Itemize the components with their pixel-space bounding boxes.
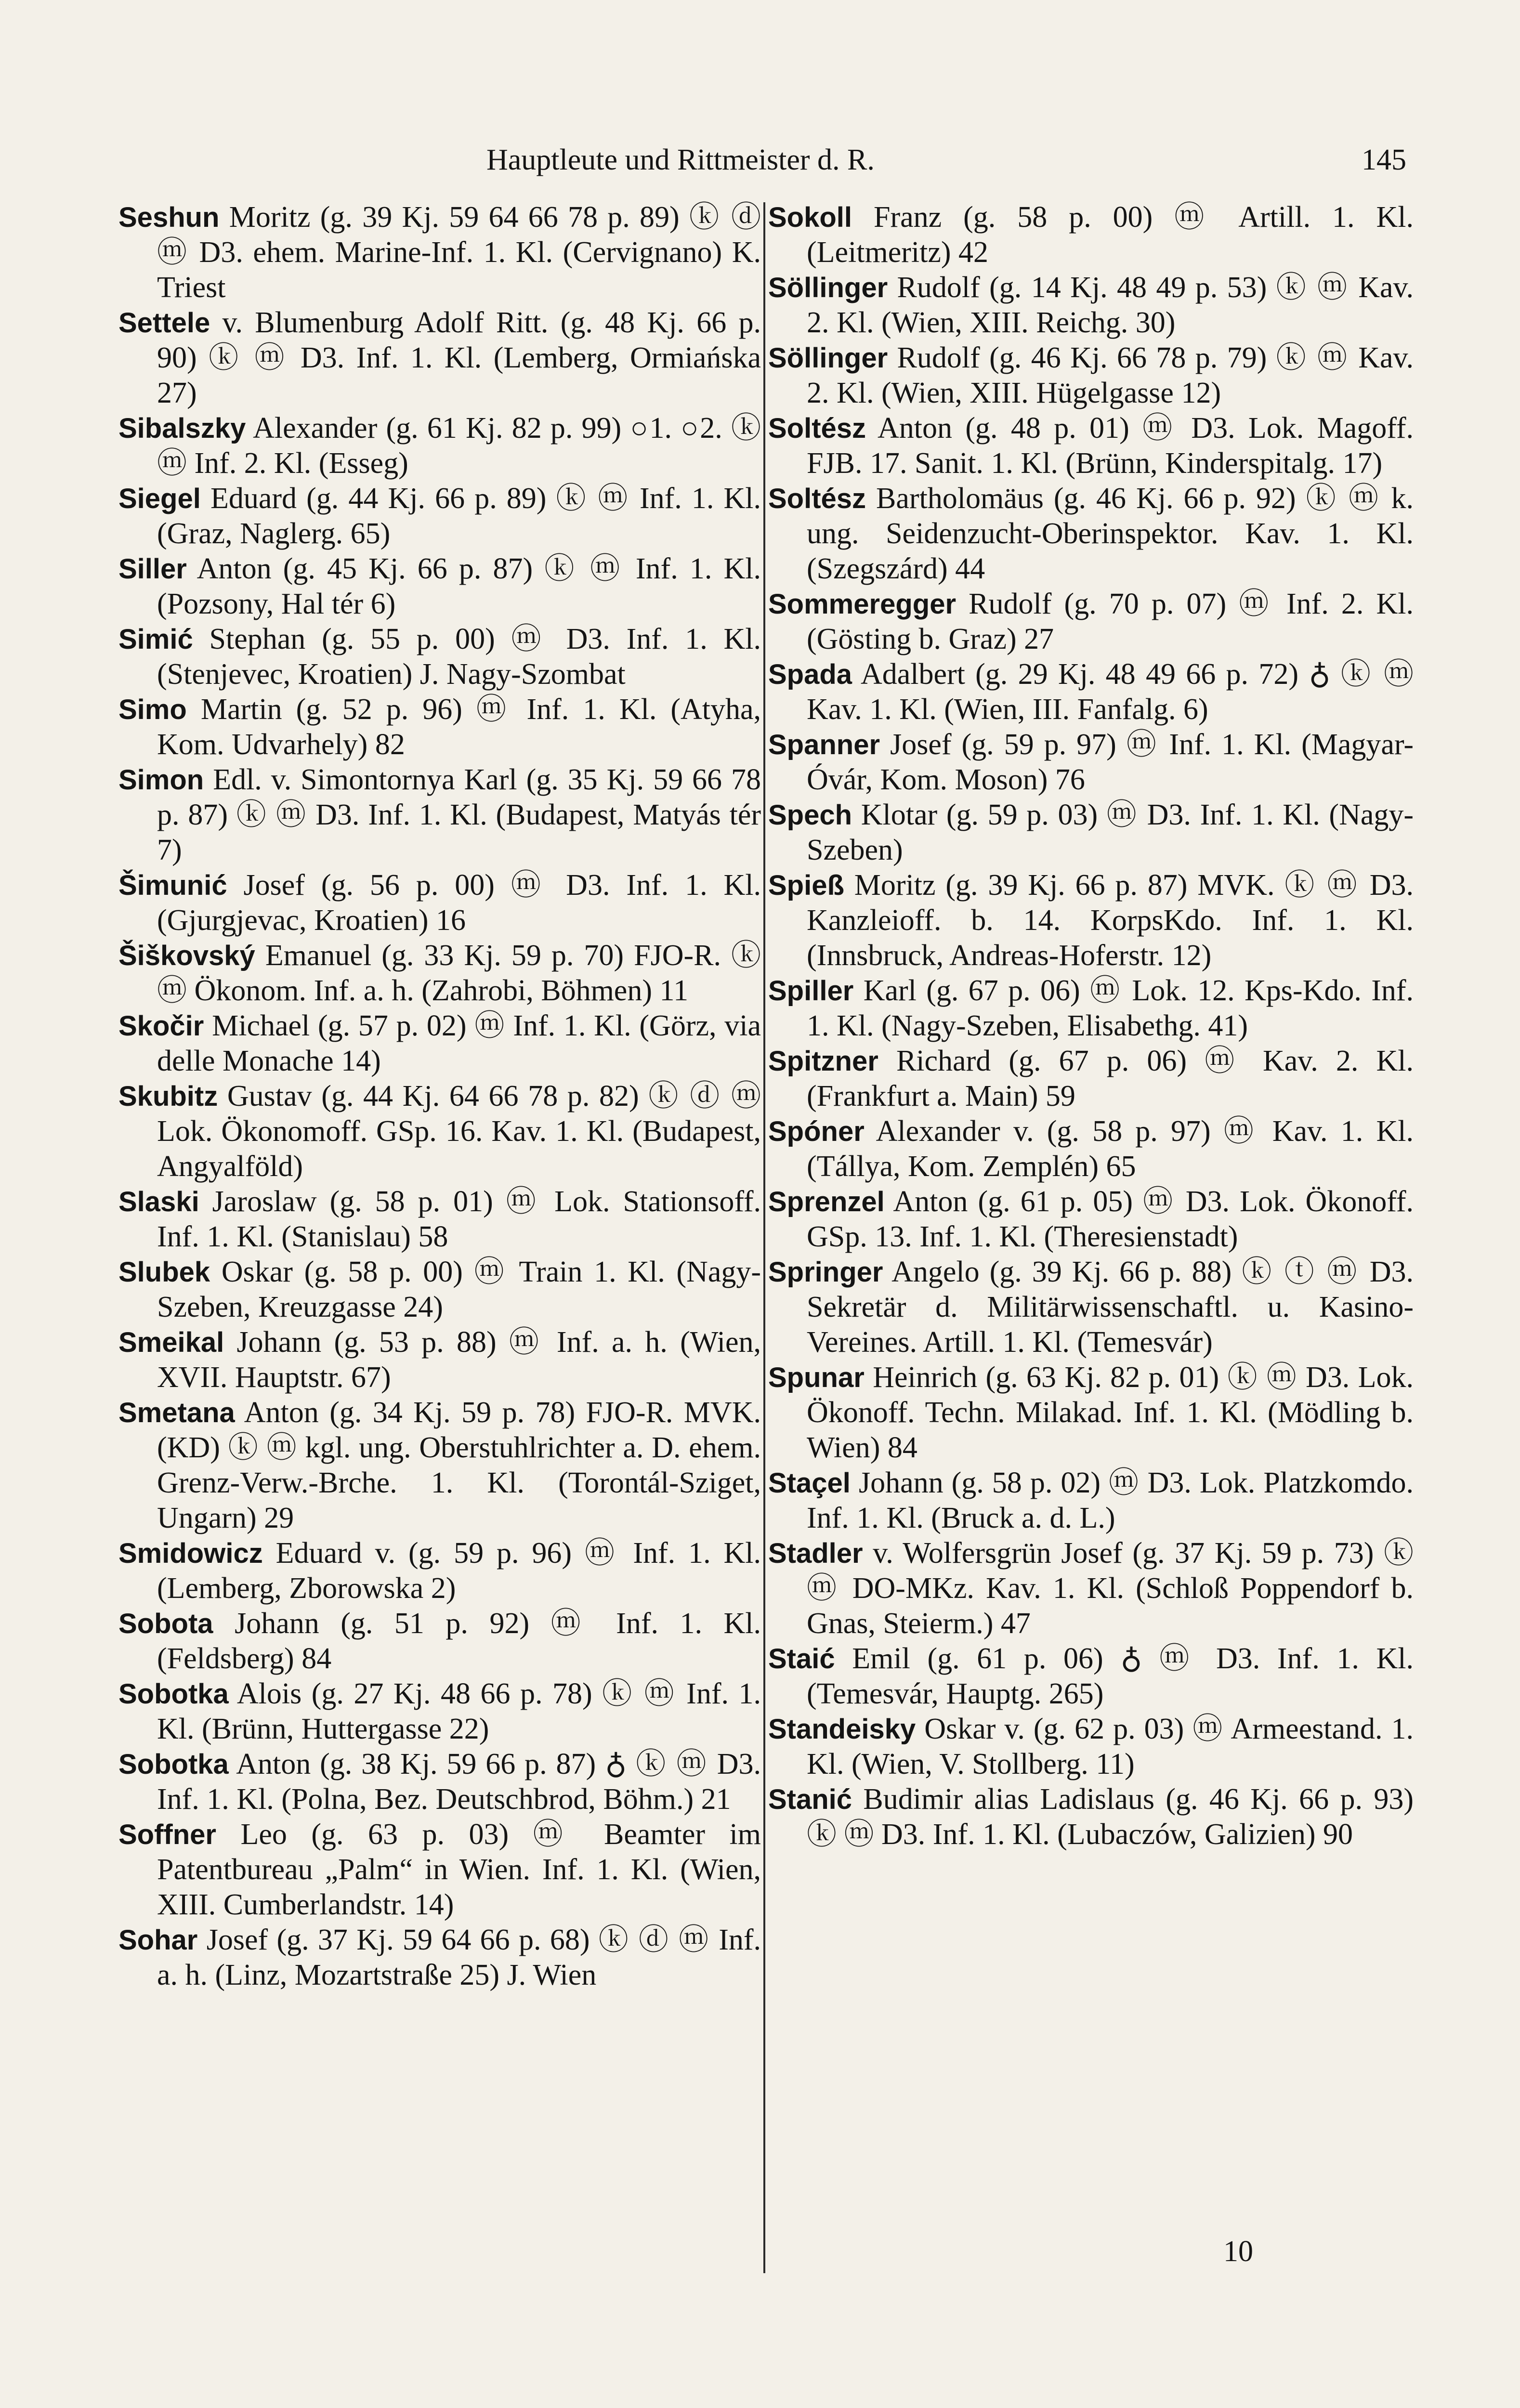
- entry-surname: Sibalszky: [118, 413, 246, 444]
- directory-entry: [768, 1114, 1414, 1184]
- directory-entry: [118, 1606, 761, 1676]
- entry-details: Klotar (g. 59 p. 03) ⓜ D3. Inf. 1. Kl. (Nagy-Szeben): [807, 798, 1414, 866]
- directory-entry: [118, 938, 761, 1008]
- entry-surname: Spieß: [768, 870, 844, 901]
- entry-details: Moritz (g. 39 Kj. 59 64 66 78 p. 89) ⓚ ⓓ ⓜ D3. ehem. Marine-Inf. 1. Kl. (Cervignano) K. Triest: [157, 201, 761, 304]
- directory-entry: [768, 1360, 1414, 1466]
- entry-surname: Staçel: [768, 1467, 851, 1499]
- entry-details: Rudolf (g. 46 Kj. 66 78 p. 79) ⓚ ⓜ Kav. 2. Kl. (Wien, XIII. Hügelgasse 12): [807, 341, 1414, 409]
- entry-surname: Sobotka: [118, 1749, 229, 1780]
- entry-details: v. Blumenburg Adolf Ritt. (g. 48 Kj. 66 p. 90) ⓚ ⓜ D3. Inf. 1. Kl. (Lemberg, Ormiańska 27): [157, 306, 761, 409]
- entry-details: Anton (g. 48 p. 01) ⓜ D3. Lok. Magoff. FJB. 17. Sanit. 1. Kl. (Brünn, Kinderspitalg. 17): [807, 412, 1414, 480]
- entry-surname: Slubek: [118, 1256, 210, 1288]
- entry-surname: Söllinger: [768, 272, 888, 303]
- running-title: Hauptleute und Rittmeister d. R.: [486, 144, 875, 176]
- entry-details: Oskar (g. 58 p. 00) ⓜ Train 1. Kl. (Nagy-Szeben, Kreuzgasse 24): [157, 1256, 761, 1323]
- entry-details: Oskar v. (g. 62 p. 03) ⓜ Armeestand. 1. Kl. (Wien, V. Stollberg. 11): [807, 1713, 1414, 1780]
- directory-entry: [118, 1676, 761, 1747]
- directory-entry: [768, 1536, 1414, 1641]
- directory-entry: [118, 411, 761, 481]
- entry-details: Josef (g. 56 p. 00) ⓜ D3. Inf. 1. Kl. (Gjurgjevac, Kroatien) 16: [157, 869, 761, 937]
- entry-surname: Sohar: [118, 1924, 198, 1956]
- entry-details: Emanuel (g. 33 Kj. 59 p. 70) FJO-R. ⓚ ⓜ Ökonom. Inf. a. h. (Zahrobi, Böhmen) 11: [157, 939, 761, 1007]
- entry-surname: Stanić: [768, 1784, 852, 1815]
- entry-surname: Smidowicz: [118, 1538, 263, 1569]
- entry-surname: Stadler: [768, 1538, 863, 1569]
- directory-entry: [768, 727, 1414, 798]
- entry-details: Eduard (g. 44 Kj. 66 p. 89) ⓚ ⓜ Inf. 1. Kl. (Graz, Naglerg. 65): [157, 482, 761, 550]
- entry-surname: Spóner: [768, 1116, 865, 1147]
- directory-entry: [768, 1466, 1414, 1536]
- entry-details: Heinrich (g. 63 Kj. 82 p. 01) ⓚ ⓜ D3. Lok. Ökonoff. Techn. Milakad. Inf. 1. Kl. (Mödling b. Wien) 84: [807, 1361, 1414, 1464]
- entry-details: Alois (g. 27 Kj. 48 66 p. 78) ⓚ ⓜ Inf. 1. Kl. (Brünn, Huttergasse 22): [157, 1677, 761, 1745]
- directory-entry: [768, 1641, 1414, 1712]
- entry-details: Alexander (g. 61 Kj. 82 p. 99) ○1. ○2. ⓚ ⓜ Inf. 2. Kl. (Esseg): [157, 412, 761, 480]
- directory-entry: [118, 1817, 761, 1923]
- entry-details: Johann (g. 51 p. 92) ⓜ Inf. 1. Kl. (Feldsberg) 84: [157, 1607, 761, 1675]
- entry-details: Adalbert (g. 29 Kj. 48 49 66 p. 72) ♁ ⓚ ⓜ Kav. 1. Kl. (Wien, III. Fanfalg. 6): [807, 658, 1414, 726]
- entry-details: Bartholomäus (g. 46 Kj. 66 p. 92) ⓚ ⓜ k. ung. Seidenzucht-Oberinspektor. Kav. 1. Kl. (Szegszárd) 44: [807, 482, 1414, 585]
- entry-surname: Šiškovský: [118, 940, 255, 971]
- entry-surname: Skočir: [118, 1010, 204, 1042]
- entry-surname: Seshun: [118, 202, 220, 233]
- directory-entry: [768, 200, 1414, 270]
- directory-entry: [768, 868, 1414, 973]
- directory-entry: [768, 340, 1414, 411]
- entry-details: Richard (g. 67 p. 06) ⓜ Kav. 2. Kl. (Frankfurt a. Main) 59: [807, 1045, 1414, 1112]
- directory-entry: [768, 411, 1414, 481]
- page-header: [486, 136, 1406, 184]
- entry-surname: Spanner: [768, 729, 880, 760]
- directory-entry: [768, 973, 1414, 1044]
- entry-details: Eduard v. (g. 59 p. 96) ⓜ Inf. 1. Kl. (Lemberg, Zborowska 2): [157, 1537, 761, 1605]
- directory-entry: [118, 1395, 761, 1536]
- entry-details: Angelo (g. 39 Kj. 66 p. 88) ⓚ ⓣ ⓜ D3. Sekretär d. Militärwissenschaftl. u. Kasino-Vereines. Artill. 1. Kl. (Temesvár): [807, 1256, 1414, 1359]
- entry-details: Josef (g. 37 Kj. 59 64 66 p. 68) ⓚ ⓓ ⓜ Inf. a. h. (Linz, Mozartstraße 25) J. Wien: [157, 1924, 761, 1991]
- entry-details: Gustav (g. 44 Kj. 64 66 78 p. 82) ⓚ ⓓ ⓜ Lok. Ökonomoff. GSp. 16. Kav. 1. Kl. (Budapest, Angyalföld): [157, 1080, 761, 1183]
- entry-surname: Simo: [118, 694, 187, 725]
- directory-entry: [768, 657, 1414, 727]
- directory-entry: [118, 1184, 761, 1255]
- entry-details: Alexander v. (g. 58 p. 97) ⓜ Kav. 1. Kl. (Tállya, Kom. Zemplén) 65: [807, 1115, 1414, 1183]
- entry-details: Anton (g. 38 Kj. 59 66 p. 87) ♁ ⓚ ⓜ D3. Inf. 1. Kl. (Polna, Bez. Deutschbrod, Böhm.) 21: [157, 1748, 761, 1816]
- directory-entry: [768, 587, 1414, 657]
- entry-details: v. Wolfersgrün Josef (g. 37 Kj. 59 p. 73) ⓚ ⓜ DO-MKz. Kav. 1. Kl. (Schloß Poppendorf b. Gnas, Steierm.) 47: [807, 1537, 1414, 1640]
- entry-surname: Soffner: [118, 1819, 216, 1850]
- directory-entry: [118, 622, 761, 692]
- entry-details: Rudolf (g. 70 p. 07) ⓜ Inf. 2. Kl. (Gösting b. Graz) 27: [807, 588, 1414, 655]
- entry-surname: Smetana: [118, 1397, 235, 1428]
- directory-entry: [768, 481, 1414, 587]
- directory-entry: [768, 1044, 1414, 1114]
- directory-entry: [768, 1184, 1414, 1255]
- entry-surname: Spada: [768, 659, 852, 690]
- right-column: [768, 200, 1414, 2271]
- entry-details: Budimir alias Ladislaus (g. 46 Kj. 66 p. 93) ⓚ ⓜ D3. Inf. 1. Kl. (Lubaczów, Galizien) 90: [807, 1783, 1414, 1851]
- entry-details: Leo (g. 63 p. 03) ⓜ Beamter im Patentbureau „Palm“ in Wien. Inf. 1. Kl. (Wien, XIII. Cumberlandstr. 14): [157, 1818, 761, 1921]
- entry-details: Johann (g. 58 p. 02) ⓜ D3. Lok. Platzkomdo. Inf. 1. Kl. (Bruck a. d. L.): [807, 1466, 1414, 1534]
- entry-surname: Sommeregger: [768, 589, 957, 620]
- entry-surname: Söllinger: [768, 342, 888, 374]
- entry-surname: Spech: [768, 799, 852, 831]
- entry-surname: Smeikal: [118, 1327, 224, 1358]
- directory-entry: [118, 1747, 761, 1817]
- entry-surname: Spitzner: [768, 1046, 878, 1077]
- directory-entry: [768, 1782, 1414, 1852]
- entry-details: Josef (g. 59 p. 97) ⓜ Inf. 1. Kl. (Magyar-Óvár, Kom. Moson) 76: [807, 728, 1414, 796]
- entry-details: Michael (g. 57 p. 02) ⓜ Inf. 1. Kl. (Görz, via delle Monache 14): [157, 1009, 761, 1077]
- entry-surname: Slaski: [118, 1186, 199, 1217]
- left-column: [118, 200, 761, 2271]
- entry-details: Anton (g. 45 Kj. 66 p. 87) ⓚ ⓜ Inf. 1. Kl. (Pozsony, Hal tér 6): [157, 552, 761, 620]
- directory-entry: [118, 1255, 761, 1325]
- directory-entry: [118, 481, 761, 551]
- column-divider: [763, 202, 765, 2273]
- entry-surname: Springer: [768, 1256, 883, 1288]
- directory-entry: [118, 200, 761, 305]
- directory-entry: [118, 1923, 761, 1993]
- entry-details: Franz (g. 58 p. 00) ⓜ Artill. 1. Kl. (Leitmeritz) 42: [807, 201, 1414, 269]
- entry-details: Emil (g. 61 p. 06) ♁ ⓜ D3. Inf. 1. Kl. (Temesvár, Hauptg. 265): [807, 1642, 1414, 1710]
- entry-surname: Spunar: [768, 1362, 865, 1393]
- directory-entry: [768, 1712, 1414, 1782]
- entry-surname: Siegel: [118, 483, 201, 514]
- entry-details: Moritz (g. 39 Kj. 66 p. 87) MVK. ⓚ ⓜ D3. Kanzleioff. b. 14. KorpsKdo. Inf. 1. Kl. (Innsbruck, Andreas-Hoferstr. 12): [807, 869, 1414, 972]
- entry-surname: Sobotka: [118, 1678, 229, 1710]
- entry-surname: Sprenzel: [768, 1186, 885, 1217]
- entry-surname: Siller: [118, 553, 187, 585]
- entry-details: Johann (g. 53 p. 88) ⓜ Inf. a. h. (Wien, XVII. Hauptstr. 67): [157, 1326, 761, 1394]
- directory-entry: [118, 551, 761, 622]
- entry-details: Karl (g. 67 p. 06) ⓜ Lok. 12. Kps-Kdo. Inf. 1. Kl. (Nagy-Szeben, Elisabethg. 41): [807, 974, 1414, 1042]
- entry-surname: Skubitz: [118, 1081, 218, 1112]
- entry-details: Jaroslaw (g. 58 p. 01) ⓜ Lok. Stationsoff. Inf. 1. Kl. (Stanislau) 58: [157, 1185, 761, 1253]
- page-number: 145: [1362, 144, 1406, 176]
- entry-surname: Settele: [118, 307, 210, 339]
- entry-surname: Staić: [768, 1643, 835, 1675]
- entry-surname: Soltész: [768, 483, 866, 514]
- directory-entry: [768, 270, 1414, 340]
- directory-entry: [118, 305, 761, 411]
- entry-surname: Simon: [118, 764, 204, 796]
- directory-entry: [118, 1079, 761, 1184]
- directory-entry: [118, 868, 761, 938]
- entry-surname: Šimunić: [118, 870, 227, 901]
- directory-entry: [118, 762, 761, 868]
- directory-entry: [118, 1325, 761, 1395]
- directory-entry: [768, 798, 1414, 868]
- directory-entry: [118, 1536, 761, 1606]
- entry-surname: Spiller: [768, 975, 854, 1007]
- signature-mark: 10: [1223, 2235, 1253, 2268]
- entry-surname: Simić: [118, 624, 193, 655]
- entry-surname: Sobota: [118, 1608, 213, 1639]
- entry-details: Anton (g. 34 Kj. 59 p. 78) FJO-R. MVK. (KD) ⓚ ⓜ kgl. ung. Oberstuhlrichter a. D. ehem. Grenz-Verw.-Brche. 1. Kl. (Torontál-Sziget, Ungarn) 29: [157, 1396, 761, 1534]
- entry-details: Stephan (g. 55 p. 00) ⓜ D3. Inf. 1. Kl. (Stenjevec, Kroatien) J. Nagy-Szombat: [157, 623, 761, 691]
- entry-surname: Soltész: [768, 413, 866, 444]
- directory-entry: [118, 1008, 761, 1079]
- entry-surname: Sokoll: [768, 202, 852, 233]
- entry-surname: Standeisky: [768, 1714, 916, 1745]
- entry-details: Martin (g. 52 p. 96) ⓜ Inf. 1. Kl. (Atyha, Kom. Udvarhely) 82: [157, 693, 761, 761]
- directory-entry: [118, 692, 761, 762]
- entry-details: Rudolf (g. 14 Kj. 48 49 p. 53) ⓚ ⓜ Kav. 2. Kl. (Wien, XIII. Reichg. 30): [807, 271, 1414, 339]
- entry-details: Anton (g. 61 p. 05) ⓜ D3. Lok. Ökonoff. GSp. 13. Inf. 1. Kl. (Theresienstadt): [807, 1185, 1414, 1253]
- entry-details: Edl. v. Simontornya Karl (g. 35 Kj. 59 66 78 p. 87) ⓚ ⓜ D3. Inf. 1. Kl. (Budapest, Matyás tér 7): [157, 763, 761, 866]
- directory-entry: [768, 1255, 1414, 1360]
